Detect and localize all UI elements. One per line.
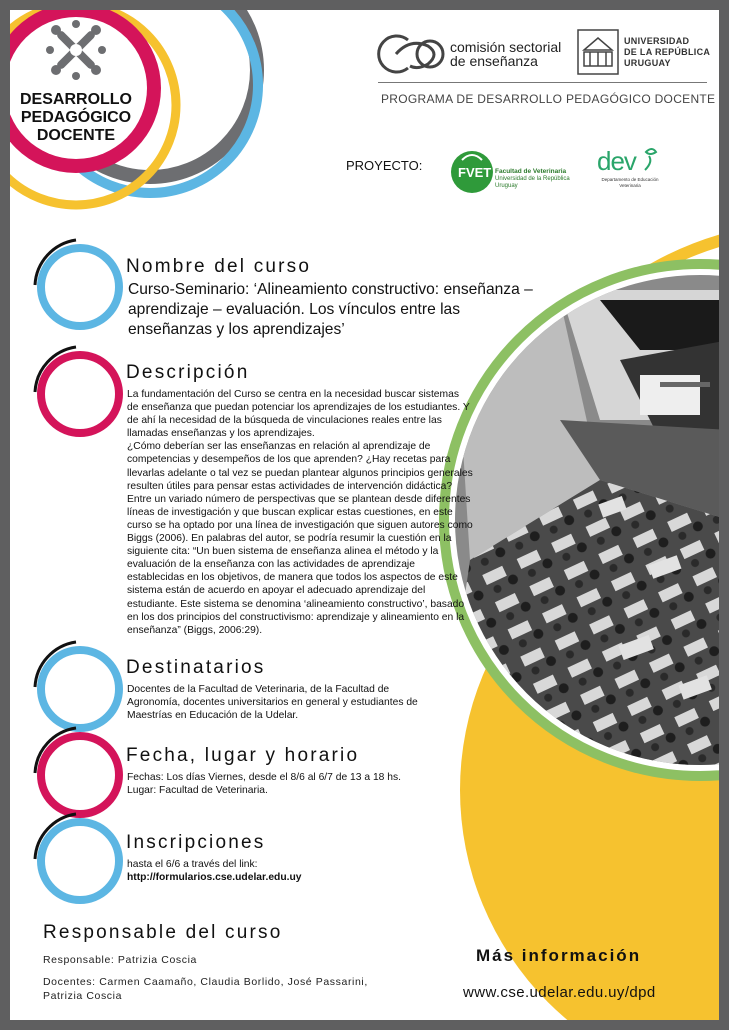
- dev-sub-line: Departamento de Educación: [601, 177, 659, 182]
- dev-subtitle: [597, 177, 663, 188]
- cse-line: de enseñanza: [450, 53, 538, 69]
- fvet-name-main: Facultad de Veterinaria: [495, 168, 567, 175]
- desc-line: en los dos principios del constructivismo: aprendizaje y alineamiento en la: [127, 611, 465, 623]
- desc-line: competencias y desempeños de los que aprenden? ¿Hay recetas para: [127, 454, 451, 466]
- desc-line: de enseñanza que puedan potenciar los aprendizajes de los estudiantes. Y: [127, 402, 470, 414]
- inscripciones-text: [127, 858, 487, 884]
- dev-mark: dev: [597, 146, 636, 176]
- fecha-line: Lugar: Facultad de Veterinaria.: [127, 785, 268, 797]
- desc-line: de ahí la necesidad de la búsqueda de vinculaciones reales entre las: [127, 415, 442, 427]
- desc-line: curso se ha optado por una línea de investigación que siguen autores como: [127, 519, 473, 531]
- section-title-inscripciones: Inscripciones: [126, 832, 266, 853]
- desc-line: sistema están de acuerdo en apoyar el adecuado aprendizaje del: [127, 585, 426, 597]
- logo-line: PEDAGÓGICO: [20, 109, 132, 126]
- udelar-line: DE LA REPÚBLICA: [624, 47, 711, 57]
- dest-line: Maestrías en Educación de la Udelar.: [127, 710, 299, 722]
- desc-line: estudiante. Este sistema se denomina ‘alineamiento constructivo’, basado: [127, 598, 465, 610]
- docentes-line: Patrizia Coscia: [43, 990, 123, 1002]
- desc-line: La fundamentación del Curso se centra en la necesidad buscar sistemas: [127, 389, 459, 400]
- info-url[interactable]: www.cse.udelar.edu.uy/dpd: [463, 984, 656, 1001]
- fvet-name-sub: Universidad de la República: [495, 176, 570, 182]
- logo-line: DESARROLLO: [20, 91, 132, 108]
- dest-line: Docentes de la Facultad de Veterinaria, de la Facultad de: [127, 684, 390, 695]
- dest-line: Agronomía, docentes universitarios en general y estudiantes de: [127, 697, 418, 709]
- responsable-name: Responsable: Patrizia Coscia: [43, 954, 197, 966]
- desc-line: enseñanza” (Biggs, 2006:29).: [127, 624, 263, 636]
- cse-logo-text: [450, 40, 561, 68]
- fecha-text: [127, 771, 487, 797]
- fecha-line: Fechas: Los días Viernes, desde el 8/6 al 6/7 de 13 a 18 hs.: [127, 772, 402, 783]
- desc-line: evaluación de la enseñanza con las actividades de aprendizaje: [127, 559, 415, 571]
- responsable-title: Responsable del curso: [43, 922, 283, 943]
- udelar-line: URUGUAY: [624, 58, 671, 68]
- fvet-name: [495, 168, 570, 190]
- fvet-name-sub: Uruguay: [495, 183, 518, 189]
- udelar-line: UNIVERSIDAD: [624, 36, 690, 46]
- header-divider: [378, 82, 707, 83]
- dev-sub-line: Veterinaria: [619, 182, 641, 188]
- program-title: PROGRAMA DE DESARROLLO PEDAGÓGICO DOCENTE: [381, 92, 716, 106]
- desc-line: ¿Cómo deberían ser las enseñanzas en relación al aprendizaje de: [127, 441, 431, 453]
- docentes-line: Docentes: Carmen Caamaño, Claudia Borlido, José Passarini,: [43, 976, 368, 988]
- desc-line: establecidas en los objetivos, de manera que todos los aspectos de este: [127, 572, 458, 584]
- desc-line: líneas de investigación y que buscan explicar estas cuestiones, en este: [127, 506, 453, 518]
- desc-line: siguiente cita: “Un buen sistema de enseñanza alinea el método y la: [127, 546, 439, 558]
- fvet-badge-text: FVET: [458, 165, 492, 180]
- description-text: [127, 388, 547, 637]
- section-title-fecha: Fecha, lugar y horario: [126, 745, 360, 766]
- section-title-descripcion: Descripción: [126, 362, 250, 383]
- cse-line: comisión sectorial: [450, 39, 562, 55]
- section-title-destinatarios: Destinatarios: [126, 657, 266, 678]
- proyecto-label: PROYECTO:: [346, 158, 423, 173]
- udelar-logo-text: [624, 36, 710, 69]
- desc-line: resulten útiles para pensar estas actividades de intervención didáctica?: [127, 480, 453, 492]
- desc-line: llamadas enseñanzas y los aprendizajes.: [127, 428, 315, 440]
- section-title-nombre: Nombre del curso: [126, 256, 312, 277]
- desc-line: Biggs (2006). En palabras del autor, se podría resumir la cuestión en la: [127, 533, 452, 545]
- dpd-logo-text: [12, 91, 140, 145]
- logo-line: DOCENTE: [36, 127, 116, 144]
- inscripciones-link[interactable]: http://formularios.cse.udelar.edu.uy: [127, 872, 302, 884]
- inscripciones-line: hasta el 6/6 a través del link:: [127, 859, 258, 870]
- destinatarios-text: [127, 683, 487, 722]
- mas-informacion: Más información: [476, 946, 642, 965]
- desc-line: Entre un variado número de perspectivas que se plantean desde diferentes: [127, 493, 471, 505]
- desc-line: llevarlas adelante o tal vez se puedan plantear algunos principios generales: [127, 467, 473, 479]
- course-name: Curso-Seminario: ‘Alineamiento constructivo: enseñanza – aprendizaje – evaluación. Los vínculos entre las enseñanzas y los aprendizajes’: [128, 281, 533, 338]
